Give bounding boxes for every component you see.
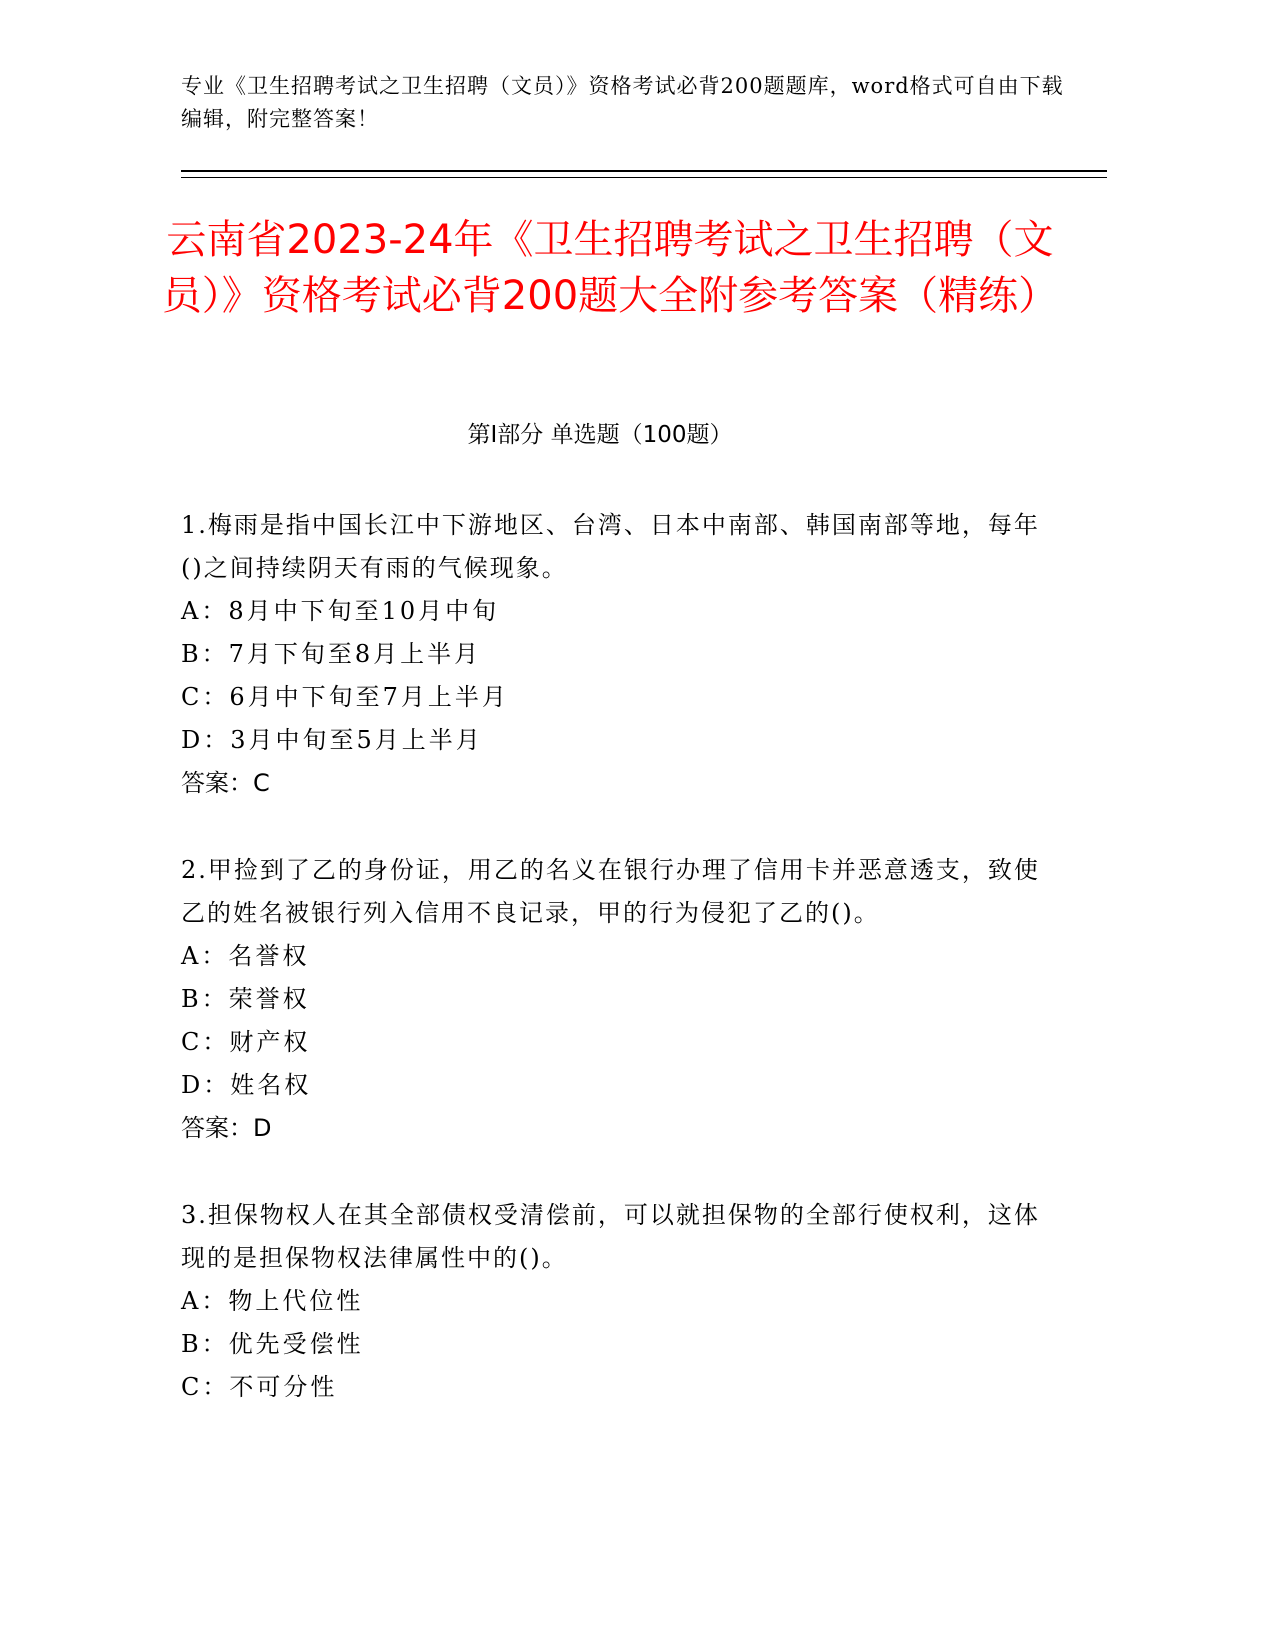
option-c: C：6月中下旬至7月上半月	[181, 683, 509, 711]
option-c: C：不可分性	[181, 1373, 338, 1401]
question-stem: 1.梅雨是指中国长江中下游地区、台湾、日本中南部、韩国南部等地，每年()之间持续阴天有雨的气候现象。	[181, 511, 1040, 582]
question-stem: 3.担保物权人在其全部债权受清偿前，可以就担保物的全部行使权利，这体现的是担保物权法律属性中的()。	[181, 1201, 1040, 1272]
answer-line: 答案：C	[181, 769, 270, 797]
question-2	[181, 849, 1041, 1150]
option-d: D：3月中旬至5月上半月	[181, 726, 483, 754]
option-b: B：荣誉权	[181, 985, 310, 1013]
header-divider-thin	[181, 177, 1107, 178]
option-a: A：8月中下旬至10月中旬	[181, 597, 500, 625]
question-3	[181, 1194, 1041, 1409]
document-title: 云南省2023-24年《卫生招聘考试之卫生招聘（文员）》资格考试必背200题大全附参考答案（精练）	[161, 217, 1059, 319]
question-1	[181, 504, 1041, 805]
header-divider-thick	[181, 170, 1107, 172]
option-d: D：姓名权	[181, 1071, 312, 1099]
option-b: B：7月下旬至8月上半月	[181, 640, 482, 668]
option-b: B：优先受偿性	[181, 1330, 364, 1358]
question-list	[181, 504, 1041, 1453]
option-a: A：物上代位性	[181, 1287, 364, 1315]
option-a: A：名誉权	[181, 942, 310, 970]
option-c: C：财产权	[181, 1028, 311, 1056]
question-stem: 2.甲捡到了乙的身份证，用乙的名义在银行办理了信用卡并恶意透支，致使乙的姓名被银行列入信用不良记录，甲的行为侵犯了乙的()。	[181, 856, 1040, 927]
section-heading: 第Ⅰ部分 单选题（100题）	[467, 422, 733, 448]
answer-line: 答案：D	[181, 1114, 272, 1142]
header-note: 专业《卫生招聘考试之卫生招聘（文员）》资格考试必背200题题库，word格式可自由下载编辑，附完整答案！	[181, 74, 1064, 131]
